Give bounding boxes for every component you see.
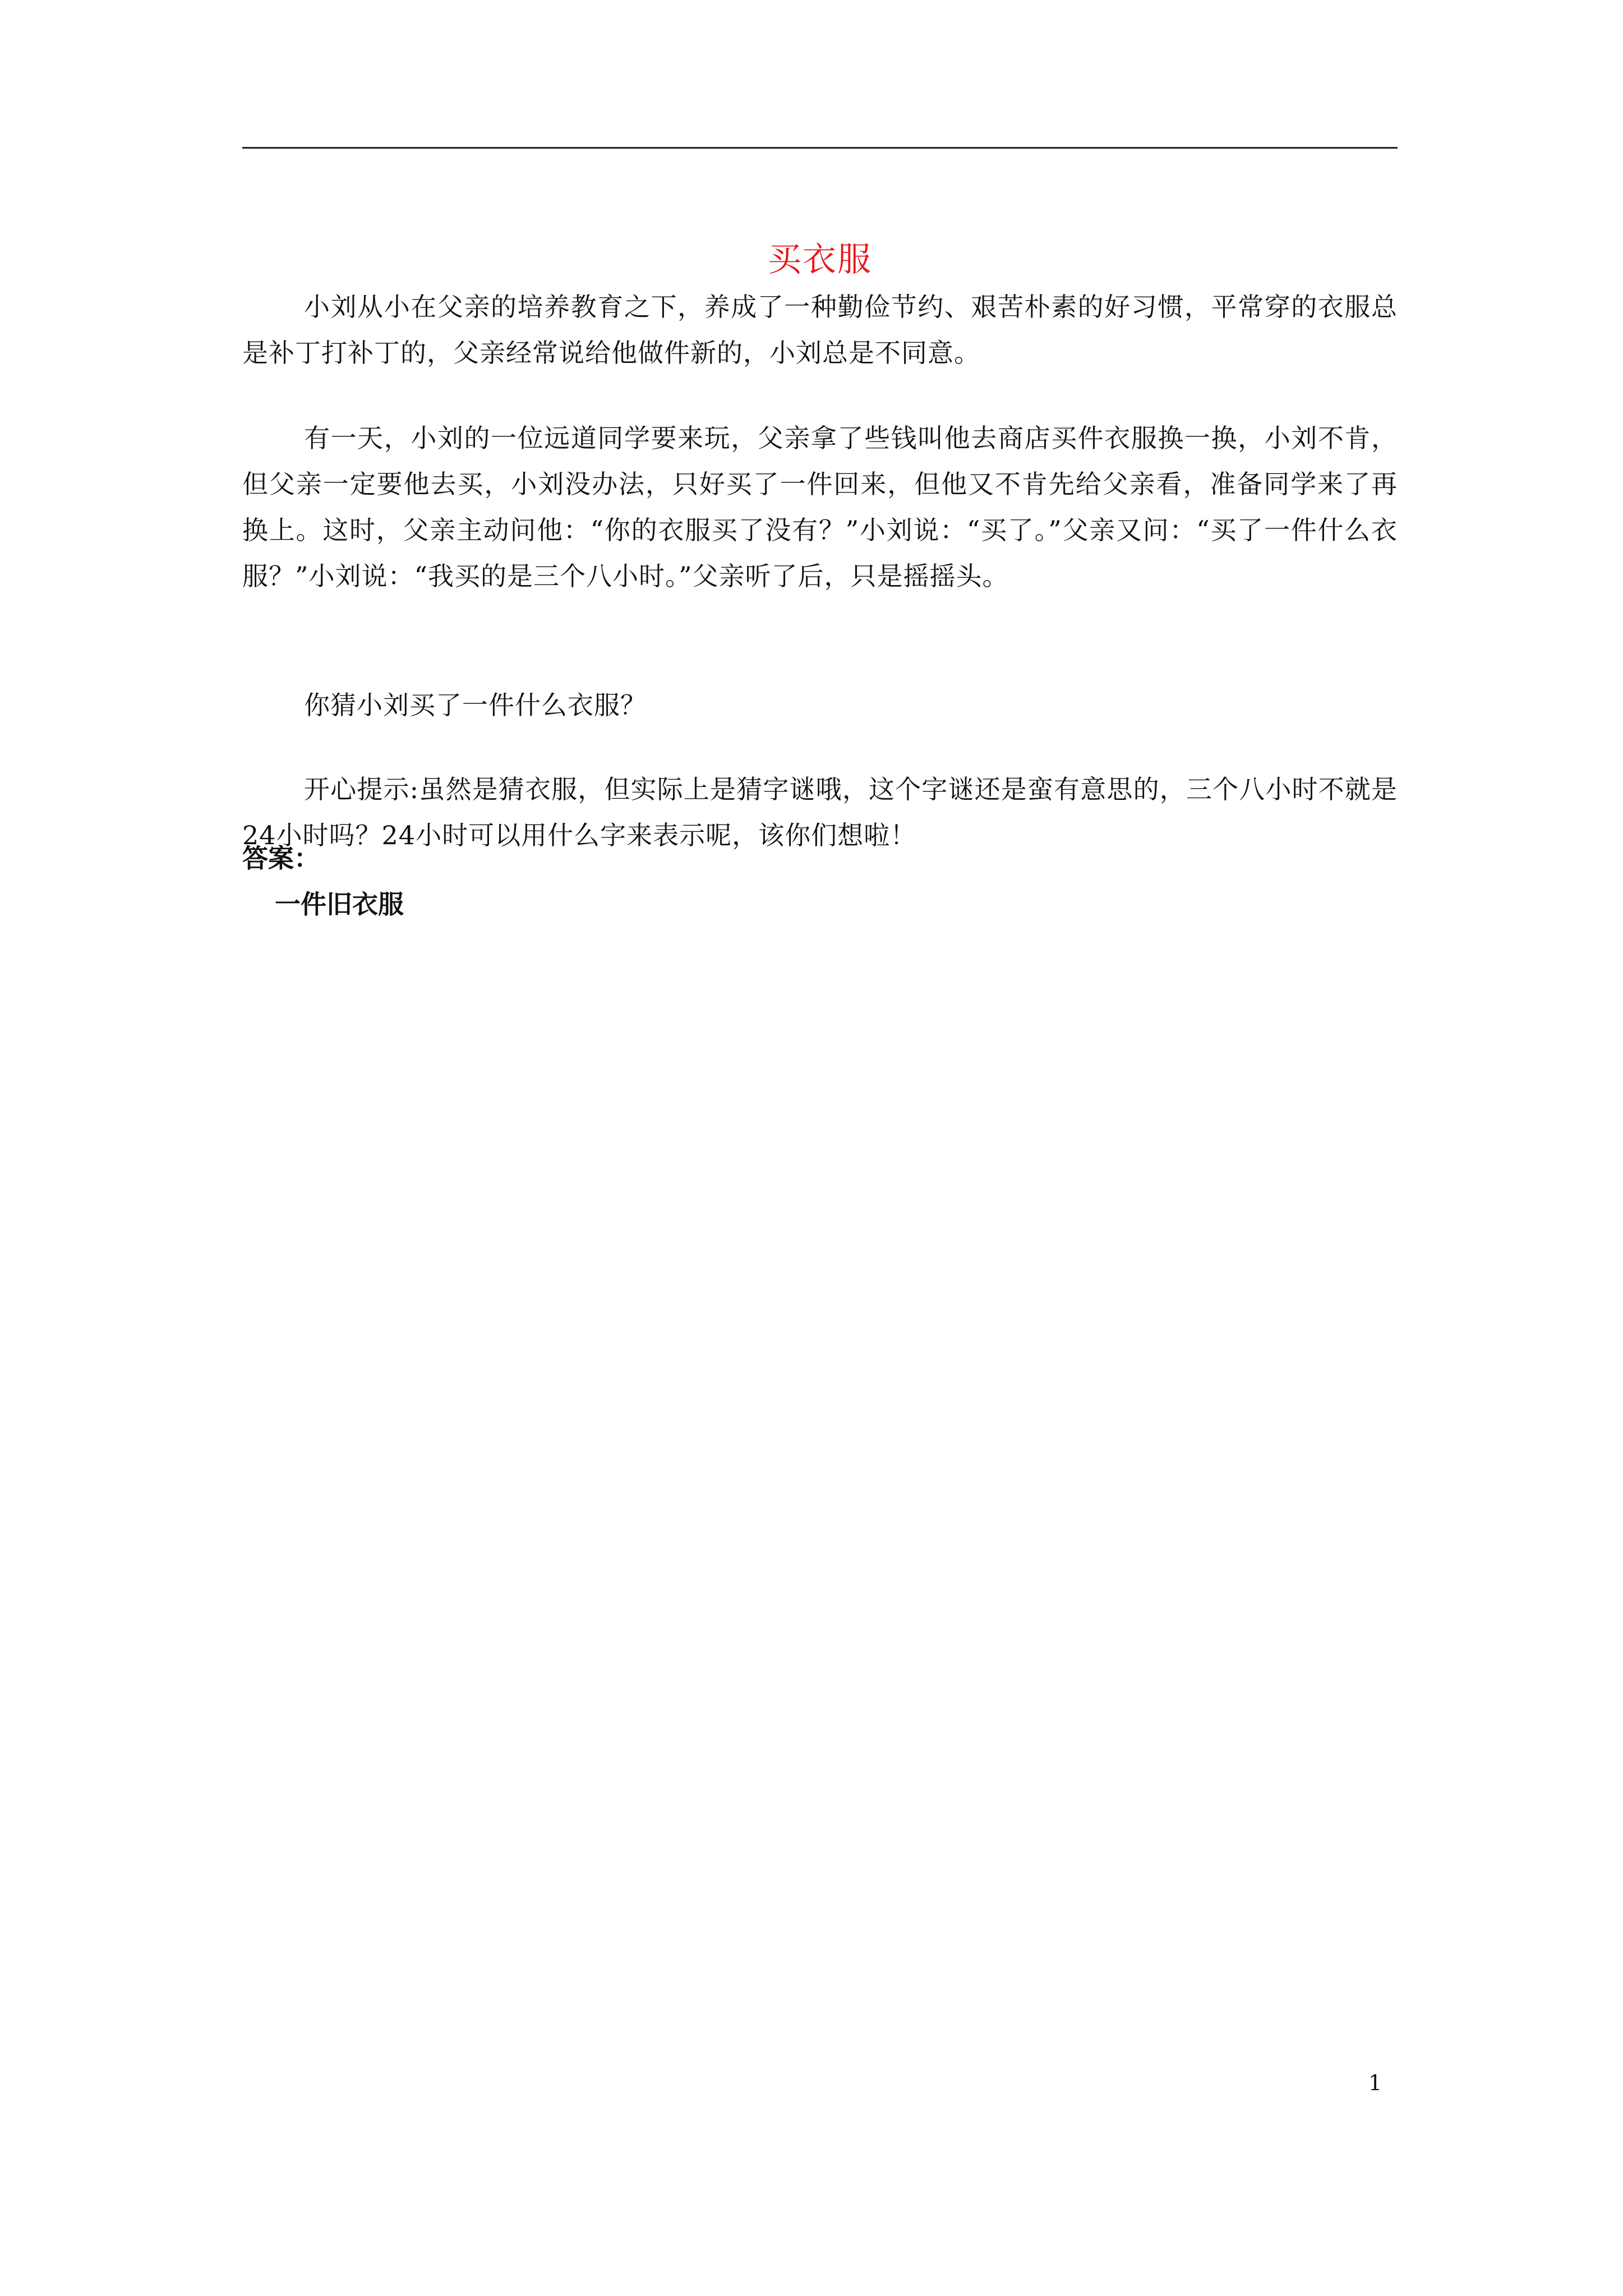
- paragraph-question: 你猜小刘买了一件什么衣服？: [304, 690, 647, 720]
- page-number: 1: [1368, 2070, 1382, 2095]
- paragraph-story: 有一天，小刘的一位远道同学要来玩，父亲拿了些钱叫他去商店买件衣服换一换，小刘不肯，但父亲一定要他去买，小刘没办法，只好买了一件回来，但他又不肯先给父亲看，准备同学来了再换上。这时，父亲主动问他：“你的衣服买了没有？”小刘说：“买了。”父亲又问：“买了一件什么衣服？”小刘说：“我买的是三个八小时。”父亲听了后，只是摇摇头。: [242, 423, 1398, 591]
- header-rule: [242, 147, 1398, 149]
- answer-text: 一件旧衣服: [275, 889, 404, 919]
- paragraph-intro: 小刘从小在父亲的培养教育之下，养成了一种勤俭节约、艰苦朴素的好习惯，平常穿的衣服总是补丁打补丁的，父亲经常说给他做件新的，小刘总是不同意。: [242, 292, 1398, 368]
- answer-label: 答案：: [242, 843, 320, 873]
- paragraph-hint: 开心提示:虽然是猜衣服，但实际上是猜字谜哦，这个字谜还是蛮有意思的，三个八小时不就是24小时吗？24小时可以用什么字来表示呢，该你们想啦！: [242, 774, 1398, 850]
- page-title: 买衣服: [768, 240, 872, 280]
